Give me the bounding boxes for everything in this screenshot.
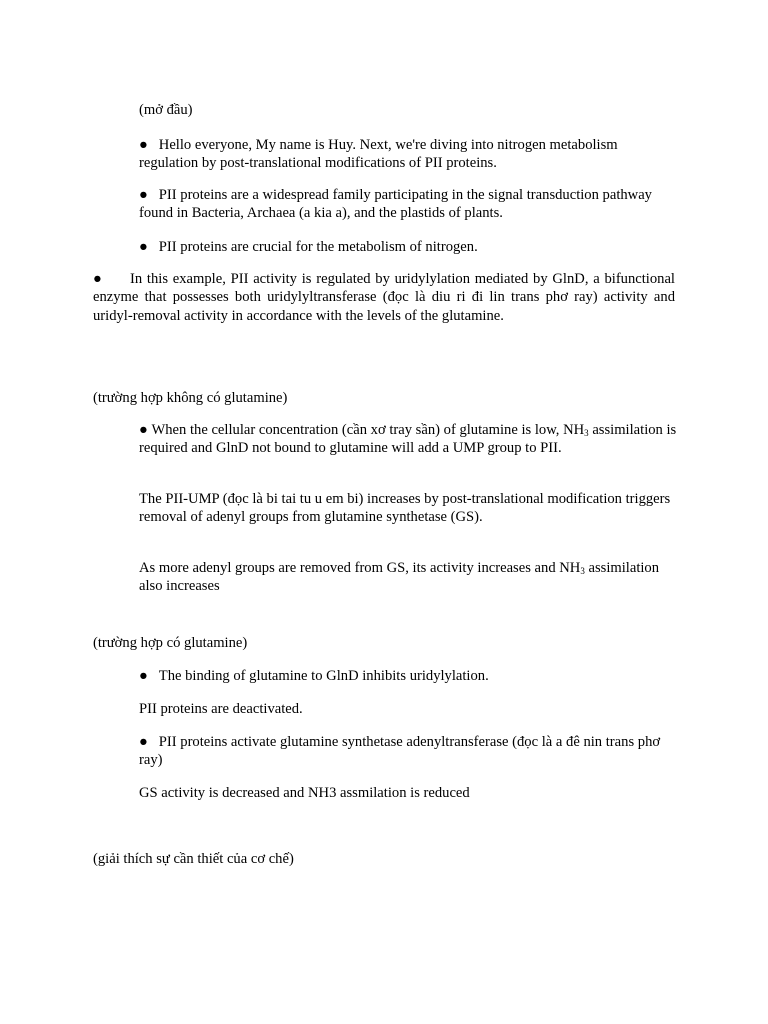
bullet-glyph: ● <box>139 668 148 684</box>
adenyltransferase-bullet <box>139 733 679 770</box>
intro-bullet-2-text: PII proteins are a widespread family participating in the signal transduction pathway found in Bacteria, Archaea (a kia a), and the plastids of plants. <box>139 187 652 222</box>
adenyl-text: As more adenyl groups are removed from GS, its activity increases and NH <box>139 560 581 576</box>
example-paragraph-text: In this example, PII activity is regulated by uridylylation mediated by GlnD, a bifunctional enzyme that possesses both uridylyltransferase (đọc là diu ri đi lin trans phơ ray) activity and uridyl-removal activity in accordance with the levels of the glutamine. <box>93 271 675 324</box>
bullet-glyph: ● <box>139 422 148 438</box>
explain-heading: (giải thích sự cần thiết của cơ chế) <box>93 851 294 867</box>
subscript: 3 <box>584 428 589 438</box>
binding-bullet-text: The binding of glutamine to GlnD inhibits uridylylation. <box>158 668 489 684</box>
binding-bullet <box>139 667 679 685</box>
intro-bullet-1 <box>139 136 679 173</box>
bullet-glyph: ● <box>139 137 148 153</box>
subscript: 3 <box>580 566 585 576</box>
intro-bullet-2 <box>139 186 679 223</box>
no-glutamine-heading: (trường hợp không có glutamine) <box>93 390 288 406</box>
bullet-glyph: ● <box>139 187 148 203</box>
low-glutamine-text: When the cellular concentration (cần xơ tray sần) of glutamine is low, NH <box>151 422 585 438</box>
bullet-glyph: ● <box>139 239 148 255</box>
adenyl-paragraph <box>139 559 679 596</box>
intro-bullet-3-text: PII proteins are crucial for the metabolism of nitrogen. <box>158 239 478 255</box>
low-glutamine-bullet <box>139 421 679 458</box>
intro-heading: (mở đầu) <box>139 102 193 118</box>
deactivated-paragraph: PII proteins are deactivated. <box>139 701 303 717</box>
pii-ump-paragraph: The PII-UMP (đọc là bi tai tu u em bi) increases by post-translational modification triggers removal of adenyl groups from glutamine synthetase (GS). <box>139 491 671 526</box>
with-glutamine-heading: (trường hợp có glutamine) <box>93 635 248 651</box>
intro-bullet-3 <box>139 238 679 256</box>
bullet-glyph: ● <box>93 271 102 287</box>
adenyl-text-end: assimilation also increases <box>139 560 660 595</box>
bullet-glyph: ● <box>139 734 148 750</box>
adenyltransferase-bullet-text: PII proteins activate glutamine synthetase adenyltransferase (đọc là a đê nin trans phơ ray) <box>139 734 661 769</box>
low-glutamine-text-end: assimilation is required and GlnD not bound to glutamine will add a UMP group to PII. <box>139 422 677 457</box>
example-paragraph <box>93 270 675 325</box>
intro-bullet-1-text: Hello everyone, My name is Huy. Next, we're diving into nitrogen metabolism regulation by post-translational modifications of PII proteins. <box>139 137 618 172</box>
gs-reduced-paragraph: GS activity is decreased and NH3 assmilation is reduced <box>139 785 470 801</box>
